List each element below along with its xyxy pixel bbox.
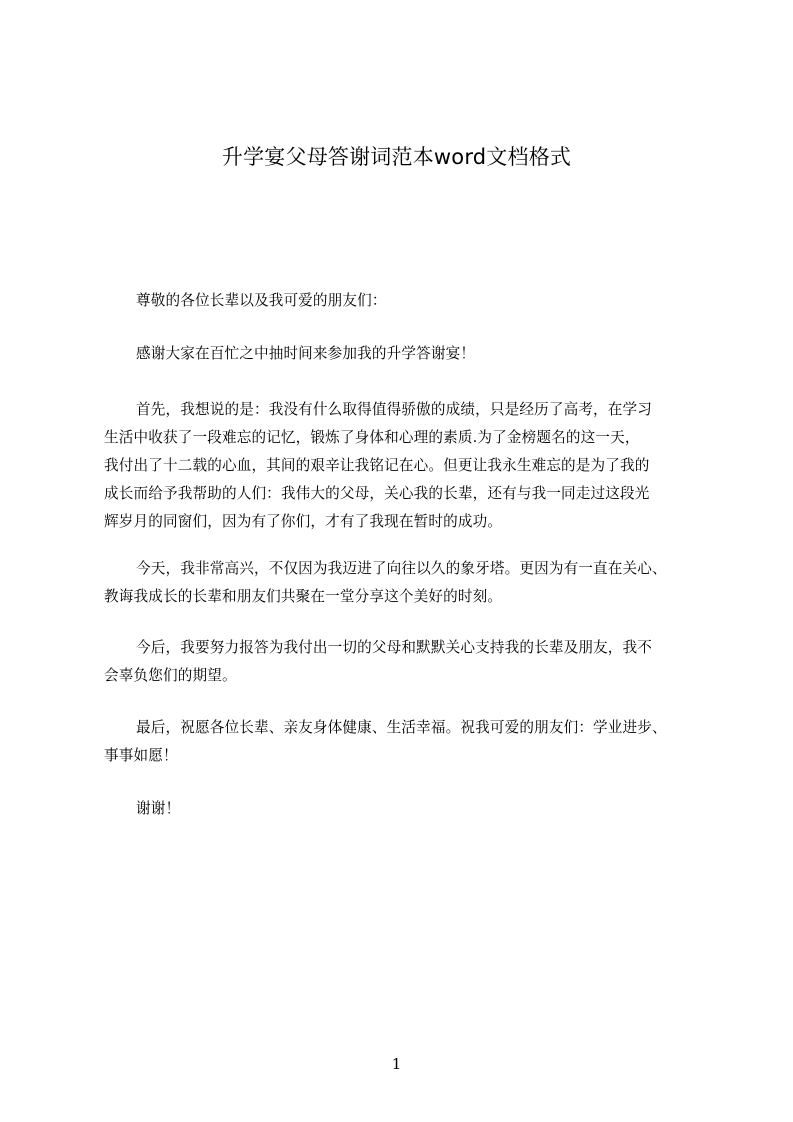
body-paragraph-3 <box>104 634 710 690</box>
paragraph-1-line-4: 成长而给予我帮助的人们：我伟大的父母，关心我的长辈，还有与我一同走过这段光 <box>104 485 650 502</box>
paragraph-3-line-1: 今后，我要努力报答为我付出一切的父母和默默关心支持我的长辈及朋友，我不 <box>136 639 653 656</box>
thanks-paragraph <box>104 340 710 368</box>
paragraph-2-line-1: 今天，我非常高兴，不仅因为我迈进了向往以久的象牙塔。更因为有一直在关心、 <box>136 560 667 577</box>
paragraph-4-line-2: 事事如愿！ <box>104 747 178 764</box>
document-title: 升学宴父母答谢词范本word文档格式 <box>221 145 572 169</box>
body-paragraph-4 <box>104 714 710 770</box>
closing-text: 谢谢！ <box>136 800 181 817</box>
paragraph-4-line-1: 最后，祝愿各位长辈、亲友身体健康、生活幸福。祝我可爱的朋友们：学业进步、 <box>136 719 667 736</box>
page-number: 1 <box>391 1055 402 1073</box>
paragraph-3-line-2: 会辜负您们的期望。 <box>104 667 237 684</box>
paragraph-1-line-3: 我付出了十二载的心血，其间的艰辛让我铭记在心。但更让我永生难忘的是为了我的 <box>104 457 650 474</box>
body-paragraph-2 <box>104 555 710 611</box>
paragraph-1-line-1: 首先，我想说的是：我没有什么取得值得骄傲的成绩，只是经历了高考，在学习 <box>136 401 653 418</box>
paragraph-1-line-5: 辉岁月的同窗们，因为有了你们，才有了我现在暂时的成功。 <box>104 513 503 530</box>
body-paragraph-1 <box>104 396 710 536</box>
salutation-paragraph <box>104 287 710 315</box>
paragraph-1-line-2: 生活中收获了一段难忘的记忆，锻炼了身体和心理的素质.为了金榜题名的这一天， <box>104 429 640 446</box>
salutation-text: 尊敬的各位长辈以及我可爱的朋友们： <box>136 292 387 309</box>
paragraph-2-line-2: 教诲我成长的长辈和朋友们共聚在一堂分享这个美好的时刻。 <box>104 588 503 605</box>
thanks-text: 感谢大家在百忙之中抽时间来参加我的升学答谢宴！ <box>136 345 476 362</box>
closing-paragraph <box>104 795 710 823</box>
